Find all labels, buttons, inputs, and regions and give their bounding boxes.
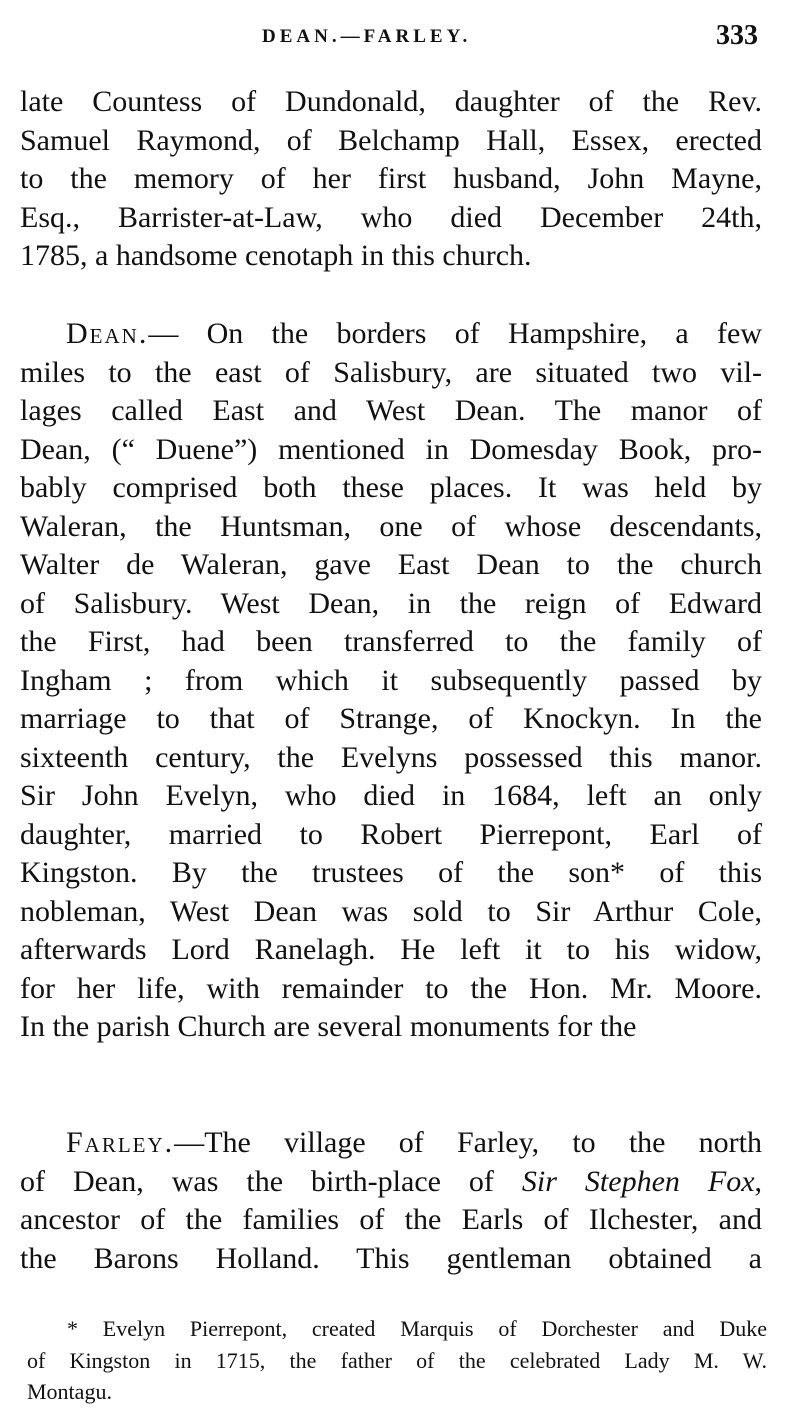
text-line <box>20 1124 762 1163</box>
text-line: afterwards Lord Ranelagh. He left it to his widow, <box>20 933 762 966</box>
text-run: —The village of Farley, to the north <box>174 1126 762 1159</box>
italic-name: Sir Stephen Fox <box>521 1164 755 1198</box>
text-line: Walter de Waleran, gave East Dean to the church <box>20 548 762 581</box>
text-line: Ingham ; from which it subsequently passed by <box>20 663 762 697</box>
footnote-line: of Kingston in 1715, the father of the celebrated Lady M. W. <box>27 1347 767 1373</box>
text-run: , <box>754 1164 763 1198</box>
text-line: sixteenth century, the Evelyns possessed this manor. <box>20 740 762 774</box>
text-line: daughter, married to Robert Pierrepont, Earl of <box>20 817 762 851</box>
text-line: late Countess of Dundonald, daughter of the Rev. <box>20 85 762 118</box>
text-line: for her life, with remainder to the Hon. Mr. Moore. <box>20 971 762 1005</box>
footnote-line: * Evelyn Pierrepont, created Marquis of Dorchester and Duke <box>67 1316 767 1341</box>
text-line: nobleman, West Dean was sold to Sir Arthur Cole, <box>20 894 762 928</box>
paragraph-dean <box>20 315 762 1047</box>
text-line: bably comprised both these places. It was held by <box>20 471 762 504</box>
text-line <box>20 315 762 354</box>
text-line: Samuel Raymond, of Belchamp Hall, Essex, erected <box>20 123 762 157</box>
text-line: Dean, (“ Duene”) mentioned in Domesday Book, pro- <box>20 432 762 466</box>
text-line: marriage to that of Strange, of Knockyn. In the <box>20 702 762 735</box>
running-title: DEAN.—FARLEY. <box>262 26 472 47</box>
text-line: 1785, a handsome cenotaph in this church. <box>20 239 532 272</box>
section-heading-dean: Dean. <box>66 317 149 350</box>
text-line: of Salisbury. West Dean, in the reign of Edward <box>20 586 762 620</box>
text-run: of Dean, was the birth-place of <box>20 1164 522 1198</box>
text-line: the First, had been transferred to the family of <box>20 625 762 658</box>
text-line: the Barons Holland. This gentleman obtained a <box>20 1241 762 1275</box>
text-line: Waleran, the Huntsman, one of whose descendants, <box>20 509 762 543</box>
text-line: lages called East and West Dean. The manor of <box>20 394 762 427</box>
paragraph-farley <box>20 1124 762 1278</box>
running-head <box>0 18 800 54</box>
text-line: miles to the east of Salisbury, are situated two vil- <box>20 355 762 389</box>
text-line: Kingston. By the trustees of the son* of this <box>20 856 762 889</box>
text-line <box>20 1163 762 1202</box>
text-line: Esq., Barrister-at-Law, who died December 24th, <box>20 200 762 234</box>
section-heading-farley: Farley. <box>66 1126 175 1159</box>
text-run: — On the borders of Hampshire, a few <box>148 317 762 350</box>
footnote <box>27 1313 767 1408</box>
text-line: ancestor of the families of the Earls of Ilchester, and <box>20 1203 762 1236</box>
footnote-line: Montagu. <box>27 1379 112 1404</box>
text-line: Sir John Evelyn, who died in 1684, left an only <box>20 779 762 812</box>
text-line: to the memory of her first husband, John Mayne, <box>20 162 762 195</box>
paragraph-continuation <box>20 83 762 276</box>
text-line: In the parish Church are several monuments for the <box>20 1010 637 1043</box>
page-number: 333 <box>716 20 758 51</box>
